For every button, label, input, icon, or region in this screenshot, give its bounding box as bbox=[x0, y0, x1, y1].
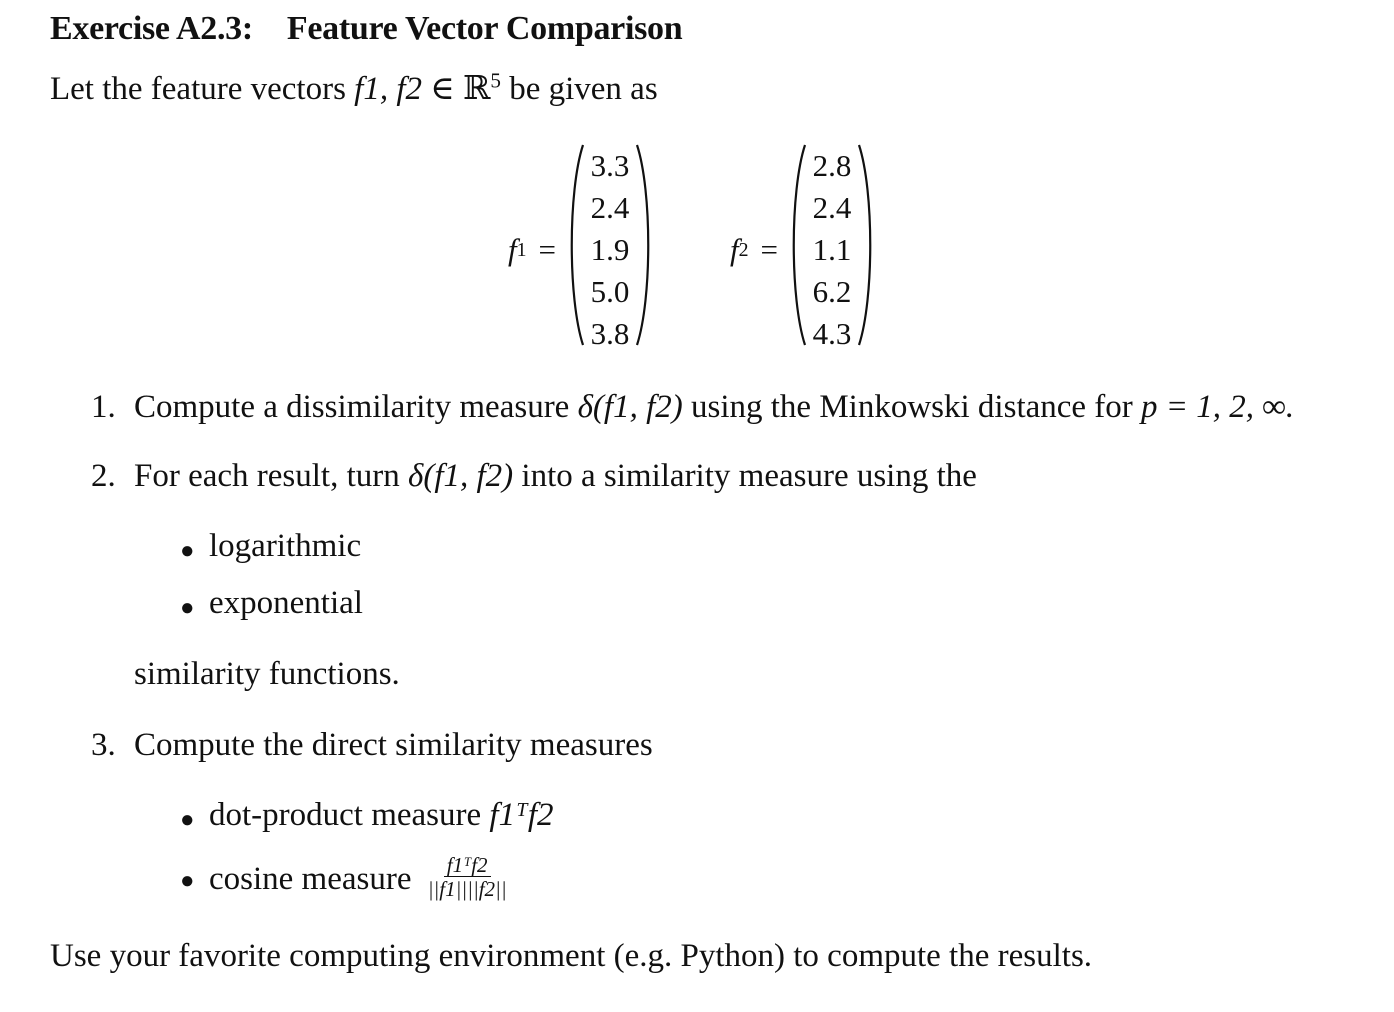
right-paren-icon bbox=[634, 141, 656, 349]
vector-f1-matrix bbox=[566, 145, 654, 355]
vector-f1-entry: 5.0 bbox=[590, 274, 630, 309]
left-paren-icon bbox=[786, 141, 808, 349]
vector-f1-equals: = bbox=[538, 232, 557, 267]
vector-f1-label: f 1 = bbox=[508, 232, 557, 267]
left-paren-icon bbox=[564, 141, 586, 349]
bullet-dot-icon: ● bbox=[180, 538, 195, 564]
dot-product-formula: f1ᵀf2 bbox=[489, 797, 554, 833]
bullet-label: dot-product measure bbox=[209, 797, 482, 833]
vector-f2-entry: 6.2 bbox=[812, 274, 852, 309]
right-paren-icon bbox=[856, 141, 878, 349]
task-1-lead: Compute a dissimilarity measure bbox=[134, 389, 570, 425]
vector-f2-label: f 2 = bbox=[730, 232, 779, 267]
vector-f2-name: f bbox=[730, 232, 739, 267]
bullet-dot-icon: ● bbox=[180, 595, 195, 621]
exercise-title bbox=[50, 10, 682, 48]
vector-f1-entry: 1.9 bbox=[590, 232, 630, 267]
vector-f2-entry: 2.4 bbox=[812, 190, 852, 225]
task-2-number: 2. bbox=[91, 458, 116, 494]
task-1-measure: δ(f1, f2) bbox=[577, 389, 683, 425]
vector-f1-entry: 2.4 bbox=[590, 190, 630, 225]
vector-f2 bbox=[730, 145, 876, 355]
intro-prefix: Let the feature vectors bbox=[50, 71, 346, 107]
task-3-bullet-dot-product bbox=[180, 797, 554, 834]
intro-vars: f1, f2 bbox=[354, 71, 423, 107]
vector-f1-name: f bbox=[508, 232, 517, 267]
task-3-number: 3. bbox=[91, 727, 116, 763]
exercise-heading: Feature Vector Comparison bbox=[286, 10, 683, 47]
real-space-symbol: ℝ bbox=[462, 71, 491, 107]
real-space bbox=[462, 68, 501, 107]
task-1-number: 1. bbox=[91, 389, 116, 425]
task-2-middle: into a similarity measure using the bbox=[521, 458, 977, 494]
vector-f2-matrix bbox=[788, 145, 876, 355]
bullet-dot-icon: ● bbox=[180, 807, 195, 833]
vector-f2-entry: 2.8 bbox=[812, 148, 852, 183]
task-2-bullet-logarithmic bbox=[180, 528, 362, 565]
bullet-label: cosine measure bbox=[209, 861, 412, 898]
closing-text: Use your favorite computing environment (e.g. Python) to compute the results. bbox=[50, 938, 1093, 974]
element-of-symbol: ∈ bbox=[430, 71, 455, 107]
task-2-measure: δ(f1, f2) bbox=[408, 458, 514, 494]
bullet-dot-icon: ● bbox=[180, 868, 195, 894]
vector-f1-entry: 3.8 bbox=[590, 316, 630, 351]
intro-line bbox=[50, 68, 658, 108]
task-2-trailing: similarity functions. bbox=[134, 656, 400, 692]
task-1-text bbox=[134, 389, 1294, 426]
bullet-label: exponential bbox=[209, 585, 363, 621]
vector-f2-entry: 1.1 bbox=[812, 232, 852, 267]
bullet-label: logarithmic bbox=[209, 528, 362, 564]
vector-f2-equals: = bbox=[760, 232, 779, 267]
cosine-fraction bbox=[428, 854, 507, 901]
task-3-bullet-cosine bbox=[180, 853, 507, 905]
real-space-power: 5 bbox=[490, 68, 501, 93]
task-2-lead: For each result, turn bbox=[134, 458, 400, 494]
intro-suffix: be given as bbox=[509, 71, 658, 107]
exercise-label: Exercise A2.3: bbox=[50, 10, 253, 47]
task-3-text: Compute the direct similarity measures bbox=[134, 727, 653, 763]
task-2-text bbox=[134, 458, 977, 495]
task-1-middle: using the Minkowski distance for bbox=[691, 389, 1133, 425]
cosine-denominator: ||f1||||f2|| bbox=[427, 877, 507, 901]
vector-f2-entries bbox=[808, 145, 856, 355]
task-2-bullet-exponential bbox=[180, 585, 363, 622]
vector-f2-entry: 4.3 bbox=[812, 316, 852, 351]
vector-f1 bbox=[508, 145, 654, 355]
vector-f1-entry: 3.3 bbox=[590, 148, 630, 183]
task-1-p-values: p = 1, 2, ∞. bbox=[1141, 389, 1295, 425]
cosine-numerator: f1ᵀf2 bbox=[444, 854, 491, 877]
vector-f1-entries bbox=[586, 145, 634, 355]
